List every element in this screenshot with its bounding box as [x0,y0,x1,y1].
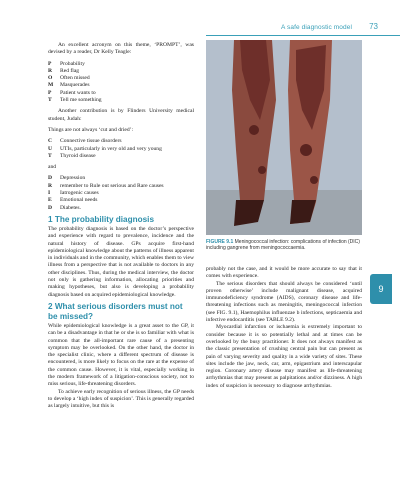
things-line: Things are not always ‘cut and dried’: [48,126,134,133]
right-column-text [206,266,362,390]
suspicion-paragraph: To achieve early recognition of serious illness, the GP needs to develop a ‘high index of suspicion’. This is generally regarded as largely intuitive, but this is [48,388,194,410]
header-rule [206,35,400,36]
section-heading-1: 1 The probability diagnosis [48,214,154,224]
left-column [48,42,194,410]
figure-photo [206,40,362,235]
acronym-row: P Probability [48,60,85,67]
page-number: 73 [369,22,378,31]
acronym-row: R remember to Rule out serious and Rare causes [48,182,164,189]
figure-caption [206,239,362,252]
acronym-row: E Emotional needs [48,197,98,204]
acronym-row: O Often missed [48,75,90,82]
acronym-row: D Diabetes. [48,204,81,211]
acronym-row: T Tell me something [48,97,102,104]
right-paragraph-3: Myocardial infarction or ischaemia is extremely important to consider because it is so potentially lethal and at times can be overlooked by the busy practitioner. It does not always manifest as the classic presentation of crushing central pain but can present as pain of varying severity and quality in a wide variety of sites. These sites include the jaw, neck, car, arm, epigastrium and interscapular region. Coronary artery disease may manifest as life-threatening arrhythmias that may present as palpitations and/or dizziness. A high index of suspicion is necessary to diagnose arrhythmias. [206,324,362,389]
acronym-row: I Iatrogenic causes [48,190,99,197]
running-title: A safe diagnostic model [281,24,352,31]
acronym-row: D Depression [48,175,86,182]
cut-acronym-list [48,138,194,160]
right-paragraph-1: probably not the case, and it would be more accurate to say that it comes with experience. [206,266,362,280]
intro-paragraph: An excellent acronym on this theme, ‘PROMPT’, was devised by a reader, Dr Kelly Teagle: [48,42,194,56]
page-header [0,0,400,30]
acronym-row: M Masquerades [48,82,90,89]
acronym-row: C Connective tissue disorders [48,138,122,145]
prompt-acronym-list [48,61,194,105]
acronym-row: U UTIs, particularly in very old and very young [48,145,162,152]
header-bar [0,0,400,2]
chapter-tab: 9 [370,274,392,304]
dried-acronym-list [48,175,194,211]
acronym-row: T Thyroid disease [48,152,96,159]
figure-caption-text: Meningococcal infection: complications of infection (DIC) including gangrene from meningococcaemia. [206,239,360,252]
figure-label: FIGURE 9.1 [206,239,234,245]
acronym-row: P Patient wants to [48,89,96,96]
right-paragraph-2: The serious disorders that should always be considered ‘until proven otherwise’ include malignant disease, acquired immunodeficiency syndrome (AIDS), coronary disease and life-threatening infections such as meningitis, meningococcal infection (see FIG. 9.1), Haemophilus influenzae b infections, septicaemia and infective endocarditis (see TABLE 9.2). [206,280,362,324]
and-line: and [48,164,57,171]
serious-paragraph: While epidemiological knowledge is a great asset to the GP, it can be a disadvantage in that he or she is so familiar with what is common that the all-important rare cause of a presenting symptom may be overlooked. On the other hand, the doctor in the specialist clinic, where a different spectrum of disease is encountered, is more likely to focus on the rare at the expense of the common cause. However, it is vital, especially working in the modern framework of a litigation-conscious society, not to miss serious, life-threatening disorders. [48,322,194,388]
acronym-row: R Red flag [48,67,80,74]
legs-illustration [206,40,362,235]
probability-paragraph: The probability diagnosis is based on the doctor’s perspective and experience with regard to prevalence, incidence and the natural history of disease. GPs acquire first-hand epidemiological knowledge about the patterns of illness apparent in individuals and in the community, which enables them to view illness from a perspective that is not available to doctors in any other disciplines. Thus, during the medical interview, the doctor not only is gathering information, allocating priorities and making hypotheses, but also is developing a probability diagnosis based on acquired epidemiological knowledge. [48,225,194,298]
figure-block [206,40,362,252]
section-heading-2: 2 What serious disorders must not be missed? [48,301,183,321]
contrib-paragraph: Another contribution is by Flinders University medical student, Judah: [48,108,194,122]
